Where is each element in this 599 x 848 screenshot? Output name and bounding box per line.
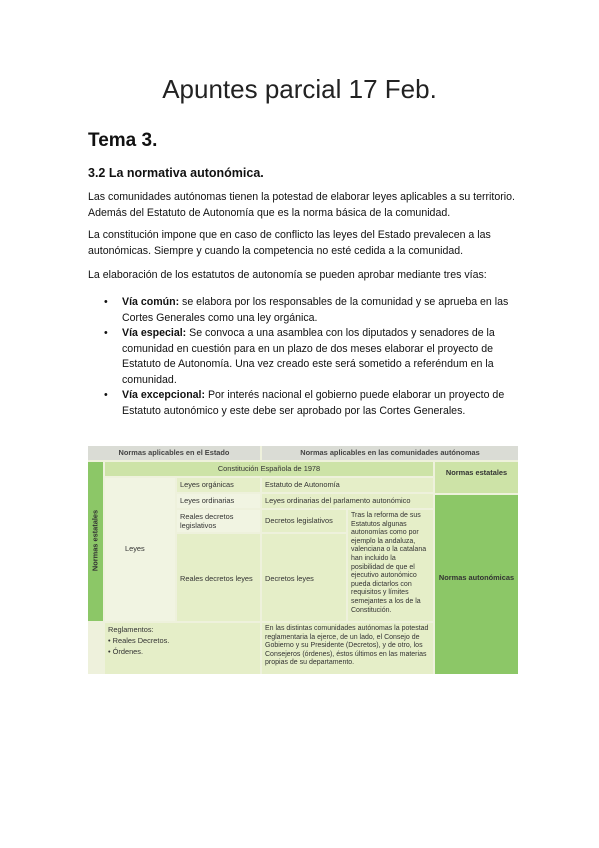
reglamentos-note-cell: En las distintas comunidades autónomas la potestad reglamentaria la ejerce, de un lado, el Consejo de Gobierno y su Presidente (Decretos), y de otro, los Consejeros (órdenes), éstos últimos en las materias propias de su departamento.	[262, 623, 433, 674]
reglamentos-label: Reglamentos:	[108, 625, 154, 634]
bullet-symbol: •	[104, 327, 108, 339]
leyes-label: Leyes	[125, 544, 145, 553]
constitucion-cell: Constitución Española de 1978	[105, 462, 433, 476]
document-title: Apuntes parcial 17 Feb.	[162, 74, 437, 104]
tema-heading: Tema 3.	[88, 130, 158, 151]
bullet-lead: Vía excepcional:	[122, 389, 206, 401]
reforma-note-cell: Tras la reforma de sus Estatutos algunas autonomías como por ejemplo la andaluza, valenciana o la catalana han incluido la posibilidad de que el ejecutivo autonómico pueda dictarlos con requisitos y límites semejantes a los de la Constitución.	[348, 510, 433, 621]
normas-estatales-cell: Normas estatales	[435, 462, 518, 493]
reales-decretos-leyes-cell: Reales decretos leyes	[177, 534, 260, 621]
list-item	[88, 388, 523, 419]
normas-estatales-vertical-label: Normas estatales	[90, 509, 100, 572]
normas-estatales-band	[88, 462, 103, 621]
bullet-text: Se convoca a una asamblea con los diputados y senadores de la comunidad en cuestión para en un plazo de dos meses elaborar el proyecto de Estatuto de Autonomía. Una vez creado este será sometido a referéndum en la comunidad.	[122, 327, 495, 386]
bullet-text: Por interés nacional el gobierno puede elaborar un proyecto de Estatuto autonómico y este debe ser aprobado por las Cortes Generales.	[122, 389, 505, 417]
leyes-organicas-cell: Leyes orgánicas	[177, 478, 260, 492]
normas-autonomicas-cell: Normas autonómicas	[435, 495, 518, 674]
reglamentos-item: • Reales Decretos.	[108, 636, 170, 645]
paragraph-1: Las comunidades autónomas tienen la potestad de elaborar leyes aplicables a su territorio. Además del Estatuto de Autonomía que es la norma básica de la comunidad.	[88, 191, 515, 219]
table-header-estado: Normas aplicables en el Estado	[88, 446, 260, 460]
leyes-ordinarias-cell: Leyes ordinarias	[177, 494, 260, 508]
estatuto-cell: Estatuto de Autonomía	[262, 478, 433, 492]
paragraph-3: La elaboración de los estatutos de autonomía se pueden aprobar mediante tres vías:	[88, 269, 487, 281]
bullet-symbol: •	[104, 389, 108, 401]
bullet-lead: Vía común:	[122, 296, 180, 308]
leyes-cell	[105, 478, 175, 621]
reales-decretos-legislativos-cell: Reales decretos legislativos	[177, 510, 260, 532]
decretos-legislativos-cell: Decretos legislativos	[262, 510, 346, 532]
reglamentos-cell	[105, 623, 260, 674]
bullet-symbol: •	[104, 296, 108, 308]
table-header-comunidades: Normas aplicables en las comunidades autónomas	[262, 446, 518, 460]
reglamentos-item: • Órdenes.	[108, 647, 144, 656]
section-heading: 3.2 La normativa autonómica.	[88, 166, 264, 180]
list-item	[88, 295, 523, 326]
list-item	[88, 326, 523, 388]
bullet-lead: Vía especial:	[122, 327, 187, 339]
leyes-parlamento-cell: Leyes ordinarias del parlamento autonómico	[262, 494, 433, 508]
decretos-leyes-cell: Decretos leyes	[262, 534, 346, 621]
normas-table	[88, 446, 518, 674]
bullet-text: se elabora por los responsables de la comunidad y se aprueba en las Cortes Generales como una ley orgánica.	[122, 296, 509, 324]
vias-list	[88, 295, 523, 419]
paragraph-2: La constitución impone que en caso de conflicto las leyes del Estado prevalecen a las autonómicas. Siempre y cuando la competencia no esté cedida a la comunidad.	[88, 229, 491, 257]
